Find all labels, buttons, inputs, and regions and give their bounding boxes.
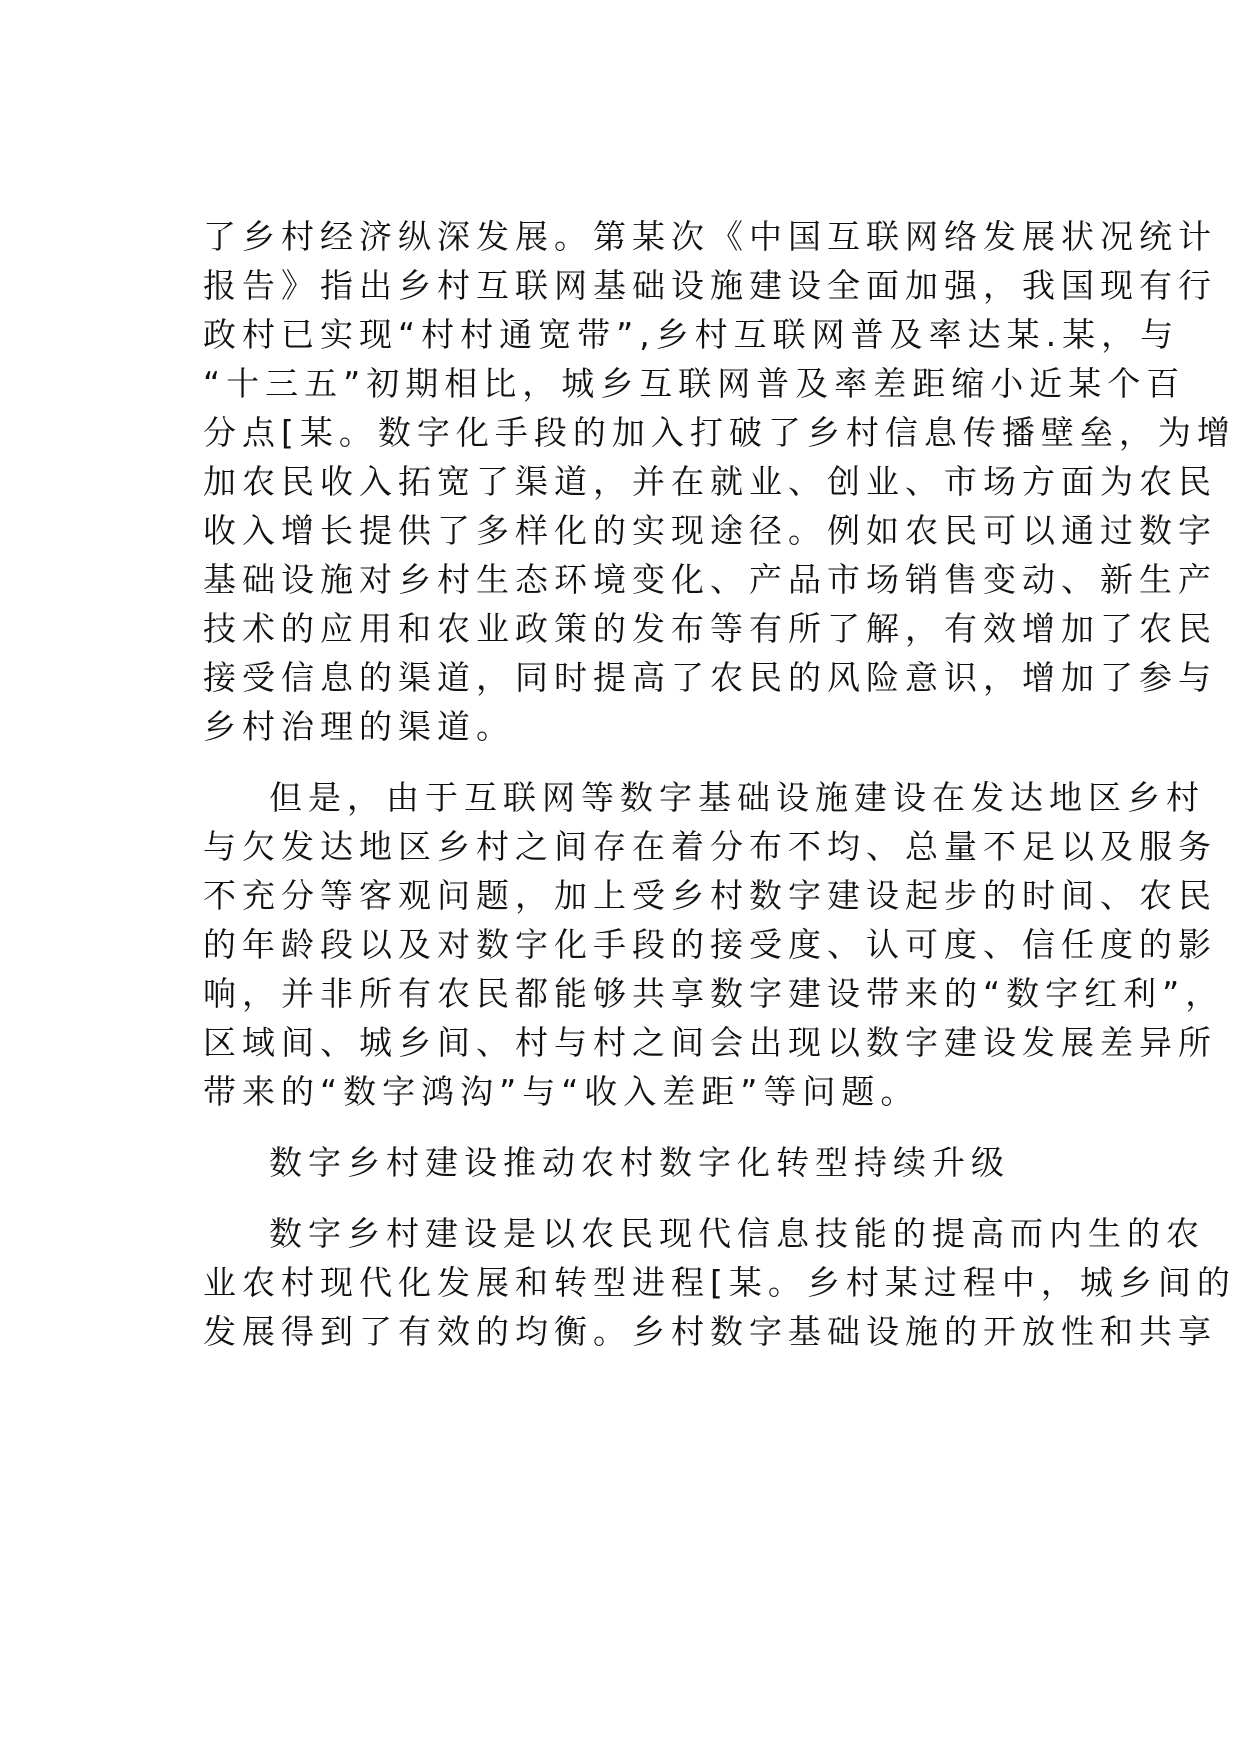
paragraph-gap (203, 1116, 1063, 1138)
text-line: 但是，由于互联网等数字基础设施建设在发达地区乡村 (269, 778, 1205, 817)
text-line: 业农村现代化发展和转型进程[某。乡村某过程中，城乡间的 (203, 1263, 1236, 1302)
paragraph-2 (203, 773, 1225, 1116)
text-line: 了乡村经济纵深发展。第某次《中国互联网络发展状况统计 (203, 217, 1217, 256)
text-line: 收入增长提供了多样化的实现途径。例如农民可以通过数字 (203, 511, 1217, 550)
text-line: 不充分等客观问题，加上受乡村数字建设起步的时间、农民 (203, 876, 1217, 915)
paragraph-gap (203, 1187, 1063, 1209)
text-line: 分点[某。数字化手段的加入打破了乡村信息传播壁垒，为增 (203, 413, 1236, 452)
text-line: 区域间、城乡间、村与村之间会出现以数字建设发展差异所 (203, 1023, 1217, 1062)
text-line: 响，并非所有农民都能够共享数字建设带来的“数字红利”， (203, 974, 1225, 1013)
text-line: 加农民收入拓宽了渠道，并在就业、创业、市场方面为农民 (203, 462, 1217, 501)
text-line: “十三五”初期相比，城乡互联网普及率差距缩小近某个百 (203, 364, 1186, 403)
text-line: 带来的“数字鸿沟”与“收入差距”等问题。 (203, 1072, 920, 1111)
text-line: 与欠发达地区乡村之间存在着分布不均、总量不足以及服务 (203, 827, 1217, 866)
text-line: 政村已实现“村村通宽带”,乡村互联网普及率达某.某，与 (203, 315, 1180, 354)
section-heading: 数字乡村建设推动农村数字化转型持续升级 (269, 1143, 1010, 1182)
text-line: 发展得到了有效的均衡。乡村数字基础设施的开放性和共享 (203, 1312, 1217, 1351)
text-line: 技术的应用和农业政策的发布等有所了解，有效增加了农民 (203, 609, 1217, 648)
text-line: 基础设施对乡村生态环境变化、产品市场销售变动、新生产 (203, 560, 1217, 599)
text-line: 报告》指出乡村互联网基础设施建设全面加强，我国现有行 (203, 266, 1217, 305)
text-line: 接受信息的渠道，同时提高了农民的风险意识，增加了参与 (203, 658, 1217, 697)
paragraph-gap (203, 751, 1063, 773)
text-line: 的年龄段以及对数字化手段的接受度、认可度、信任度的影 (203, 925, 1217, 964)
document-body (203, 212, 1236, 1356)
paragraph-3 (203, 1209, 1236, 1356)
text-line: 乡村治理的渠道。 (203, 707, 515, 746)
paragraph-1 (203, 212, 1236, 751)
text-line: 数字乡村建设是以农民现代信息技能的提高而内生的农 (269, 1214, 1205, 1253)
